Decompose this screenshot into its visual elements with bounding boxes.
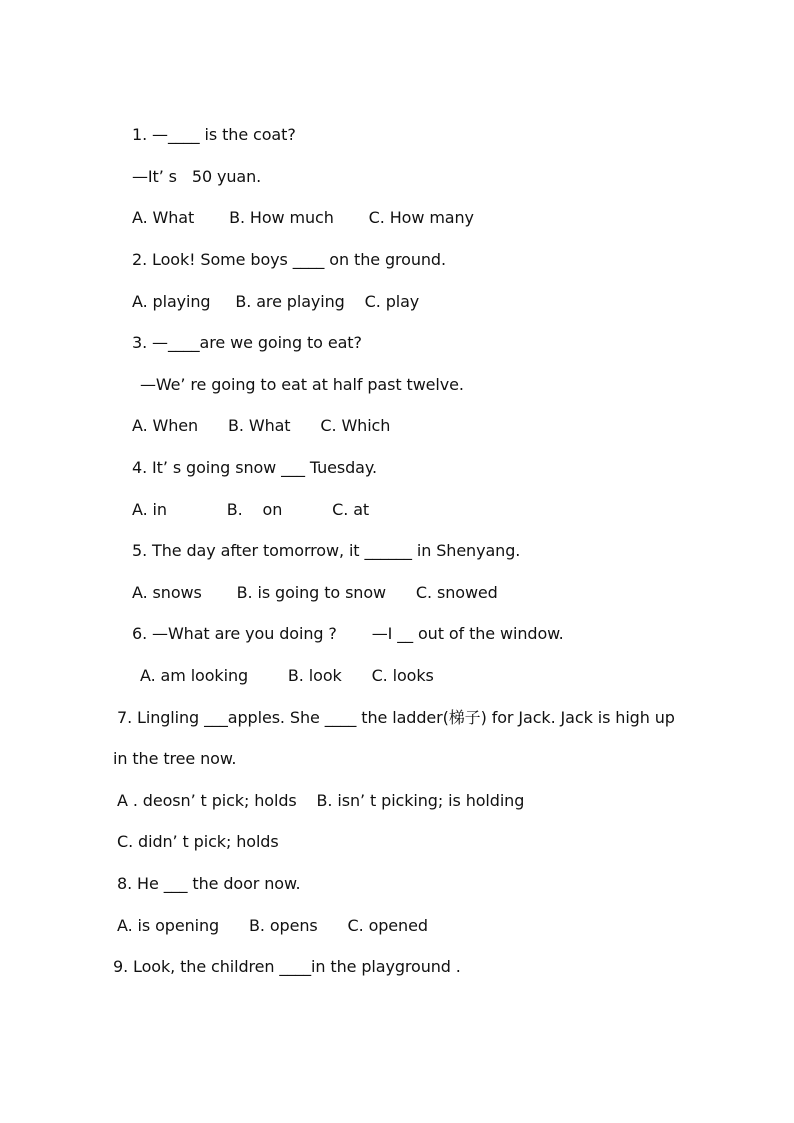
question-9-stem: 9. Look, the children ____in the playground . <box>113 957 461 976</box>
question-1-stem: 1. —____ is the coat? <box>132 125 296 144</box>
question-2-options: A. playing B. are playing C. play <box>132 292 420 311</box>
question-4-options: A. in B. on C. at <box>132 500 370 519</box>
question-8-options: A. is opening B. opens C. opened <box>117 916 428 935</box>
question-6-stem: 6. —What are you doing ? —I __ out of the window. <box>132 624 564 643</box>
question-4-stem: 4. It’ s going snow ___ Tuesday. <box>132 458 377 477</box>
question-3-stem: 3. —____are we going to eat? <box>132 333 362 352</box>
question-2-stem: 2. Look! Some boys ____ on the ground. <box>132 250 446 269</box>
question-3-reply: —We’ re going to eat at half past twelve. <box>140 375 464 394</box>
question-7-options-line-1: A . deosn’ t pick; holds B. isn’ t picking; is holding <box>117 791 525 810</box>
question-7-stem-line-2: in the tree now. <box>113 749 237 768</box>
question-1-reply: —It’ s 50 yuan. <box>132 167 262 186</box>
question-8-stem: 8. He ___ the door now. <box>117 874 301 893</box>
question-1-options: A. What B. How much C. How many <box>132 208 474 227</box>
question-5-options: A. snows B. is going to snow C. snowed <box>132 583 498 602</box>
question-7-options-line-2: C. didn’ t pick; holds <box>117 832 279 851</box>
question-5-stem: 5. The day after tomorrow, it ______ in Shenyang. <box>132 541 521 560</box>
question-6-options: A. am looking B. look C. looks <box>140 666 434 685</box>
question-3-options: A. When B. What C. Which <box>132 416 391 435</box>
question-7-stem-line-1: 7. Lingling ___apples. She ____ the ladder(梯子) for Jack. Jack is high up <box>117 708 675 727</box>
